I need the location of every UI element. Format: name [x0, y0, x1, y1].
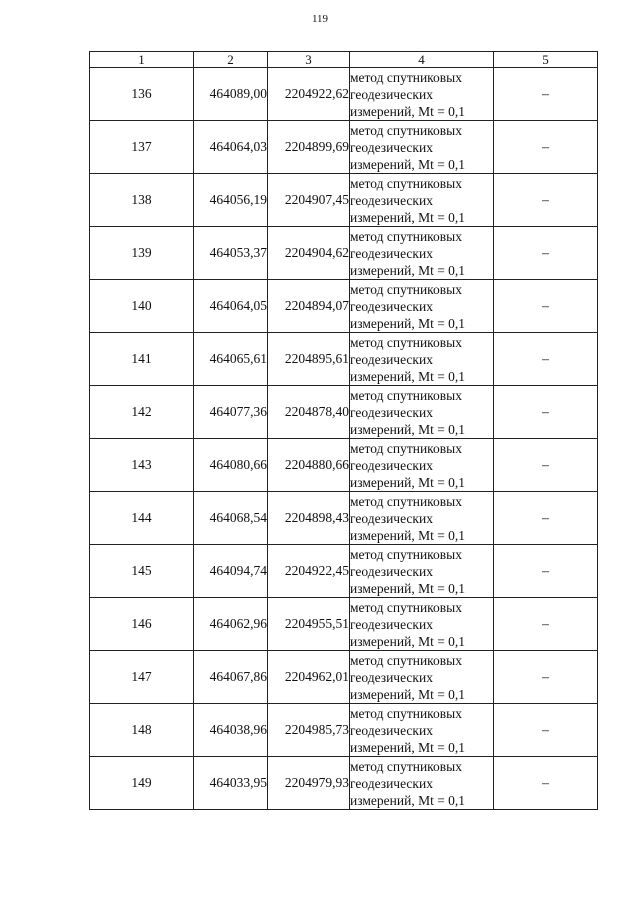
y-coordinate-cell: 2204898,43: [268, 492, 350, 545]
method-line: метод спутниковых: [350, 387, 462, 403]
method-line: метод спутниковых: [350, 599, 462, 615]
method-line: метод спутниковых: [350, 281, 462, 297]
x-coordinate-cell: 464080,66: [194, 439, 268, 492]
x-coordinate-cell: 464056,19: [194, 174, 268, 227]
method-line: измерений, Mt = 0,1: [350, 421, 466, 437]
point-number-cell: 142: [90, 386, 194, 439]
method-line: измерений, Mt = 0,1: [350, 103, 466, 119]
table-row: [90, 545, 598, 598]
y-coordinate-cell: 2204922,45: [268, 545, 350, 598]
y-coordinate-cell: 2204899,69: [268, 121, 350, 174]
method-line: геодезических: [350, 351, 433, 367]
y-coordinate-cell: 2204922,62: [268, 68, 350, 121]
table-row: [90, 280, 598, 333]
method-line: геодезических: [350, 192, 433, 208]
x-coordinate-cell: 464062,96: [194, 598, 268, 651]
point-number-cell: 145: [90, 545, 194, 598]
accuracy-cell: –: [494, 598, 598, 651]
y-coordinate-cell: 2204878,40: [268, 386, 350, 439]
method-line: геодезических: [350, 457, 433, 473]
table-row: [90, 651, 598, 704]
table-row: [90, 492, 598, 545]
point-number-cell: 139: [90, 227, 194, 280]
method-line: метод спутниковых: [350, 758, 462, 774]
table-row: [90, 174, 598, 227]
method-line: измерений, Mt = 0,1: [350, 580, 466, 596]
point-number-cell: 146: [90, 598, 194, 651]
method-cell: [350, 704, 494, 757]
column-header: 5: [494, 52, 598, 68]
x-coordinate-cell: 464033,95: [194, 757, 268, 810]
method-line: измерений, Mt = 0,1: [350, 792, 466, 808]
accuracy-cell: –: [494, 651, 598, 704]
y-coordinate-cell: 2204904,62: [268, 227, 350, 280]
table-row: [90, 68, 598, 121]
method-line: измерений, Mt = 0,1: [350, 739, 466, 755]
table-row: [90, 598, 598, 651]
point-number-cell: 140: [90, 280, 194, 333]
x-coordinate-cell: 464038,96: [194, 704, 268, 757]
point-number-cell: 136: [90, 68, 194, 121]
method-line: измерений, Mt = 0,1: [350, 156, 466, 172]
method-line: метод спутниковых: [350, 175, 462, 191]
method-cell: [350, 651, 494, 704]
point-number-cell: 148: [90, 704, 194, 757]
y-coordinate-cell: 2204894,07: [268, 280, 350, 333]
method-line: метод спутниковых: [350, 493, 462, 509]
x-coordinate-cell: 464077,36: [194, 386, 268, 439]
x-coordinate-cell: 464094,74: [194, 545, 268, 598]
accuracy-cell: –: [494, 439, 598, 492]
accuracy-cell: –: [494, 704, 598, 757]
table-row: [90, 333, 598, 386]
table-row: [90, 704, 598, 757]
method-line: метод спутниковых: [350, 546, 462, 562]
method-cell: [350, 757, 494, 810]
method-line: измерений, Mt = 0,1: [350, 633, 466, 649]
method-line: геодезических: [350, 245, 433, 261]
y-coordinate-cell: 2204880,66: [268, 439, 350, 492]
method-cell: [350, 439, 494, 492]
table-row: [90, 227, 598, 280]
y-coordinate-cell: 2204907,45: [268, 174, 350, 227]
accuracy-cell: –: [494, 492, 598, 545]
accuracy-cell: –: [494, 121, 598, 174]
x-coordinate-cell: 464064,03: [194, 121, 268, 174]
table-header-row: [90, 52, 598, 68]
method-line: метод спутниковых: [350, 228, 462, 244]
method-line: измерений, Mt = 0,1: [350, 474, 466, 490]
method-line: измерений, Mt = 0,1: [350, 368, 466, 384]
accuracy-cell: –: [494, 174, 598, 227]
x-coordinate-cell: 464089,00: [194, 68, 268, 121]
y-coordinate-cell: 2204979,93: [268, 757, 350, 810]
x-coordinate-cell: 464053,37: [194, 227, 268, 280]
accuracy-cell: –: [494, 227, 598, 280]
method-line: геодезических: [350, 139, 433, 155]
x-coordinate-cell: 464065,61: [194, 333, 268, 386]
point-number-cell: 149: [90, 757, 194, 810]
y-coordinate-cell: 2204955,51: [268, 598, 350, 651]
table-row: [90, 121, 598, 174]
table-row: [90, 757, 598, 810]
method-line: геодезических: [350, 510, 433, 526]
method-line: измерений, Mt = 0,1: [350, 686, 466, 702]
point-number-cell: 137: [90, 121, 194, 174]
accuracy-cell: –: [494, 280, 598, 333]
method-cell: [350, 545, 494, 598]
coordinates-table: [89, 51, 598, 810]
accuracy-cell: –: [494, 68, 598, 121]
accuracy-cell: –: [494, 333, 598, 386]
method-line: геодезических: [350, 86, 433, 102]
accuracy-cell: –: [494, 545, 598, 598]
method-cell: [350, 386, 494, 439]
method-line: геодезических: [350, 775, 433, 791]
y-coordinate-cell: 2204985,73: [268, 704, 350, 757]
method-cell: [350, 280, 494, 333]
method-cell: [350, 598, 494, 651]
method-line: геодезических: [350, 298, 433, 314]
column-header: 1: [90, 52, 194, 68]
method-line: геодезических: [350, 722, 433, 738]
method-cell: [350, 333, 494, 386]
method-cell: [350, 174, 494, 227]
method-line: геодезических: [350, 616, 433, 632]
method-line: геодезических: [350, 669, 433, 685]
x-coordinate-cell: 464067,86: [194, 651, 268, 704]
method-line: измерений, Mt = 0,1: [350, 209, 466, 225]
point-number-cell: 143: [90, 439, 194, 492]
method-cell: [350, 227, 494, 280]
y-coordinate-cell: 2204962,01: [268, 651, 350, 704]
point-number-cell: 144: [90, 492, 194, 545]
method-line: измерений, Mt = 0,1: [350, 527, 466, 543]
method-cell: [350, 121, 494, 174]
page-number: 119: [311, 13, 329, 25]
x-coordinate-cell: 464064,05: [194, 280, 268, 333]
method-line: метод спутниковых: [350, 440, 462, 456]
column-header: 4: [350, 52, 494, 68]
method-cell: [350, 68, 494, 121]
method-line: метод спутниковых: [350, 652, 462, 668]
point-number-cell: 138: [90, 174, 194, 227]
accuracy-cell: –: [494, 386, 598, 439]
method-line: геодезических: [350, 404, 433, 420]
method-cell: [350, 492, 494, 545]
table-row: [90, 386, 598, 439]
method-line: геодезических: [350, 563, 433, 579]
x-coordinate-cell: 464068,54: [194, 492, 268, 545]
column-header: 3: [268, 52, 350, 68]
y-coordinate-cell: 2204895,61: [268, 333, 350, 386]
table-body: [90, 68, 598, 810]
method-line: измерений, Mt = 0,1: [350, 315, 466, 331]
method-line: метод спутниковых: [350, 334, 462, 350]
accuracy-cell: –: [494, 757, 598, 810]
table-row: [90, 439, 598, 492]
point-number-cell: 147: [90, 651, 194, 704]
method-line: метод спутниковых: [350, 69, 462, 85]
point-number-cell: 141: [90, 333, 194, 386]
method-line: метод спутниковых: [350, 122, 462, 138]
method-line: метод спутниковых: [350, 705, 462, 721]
column-header: 2: [194, 52, 268, 68]
method-line: измерений, Mt = 0,1: [350, 262, 466, 278]
